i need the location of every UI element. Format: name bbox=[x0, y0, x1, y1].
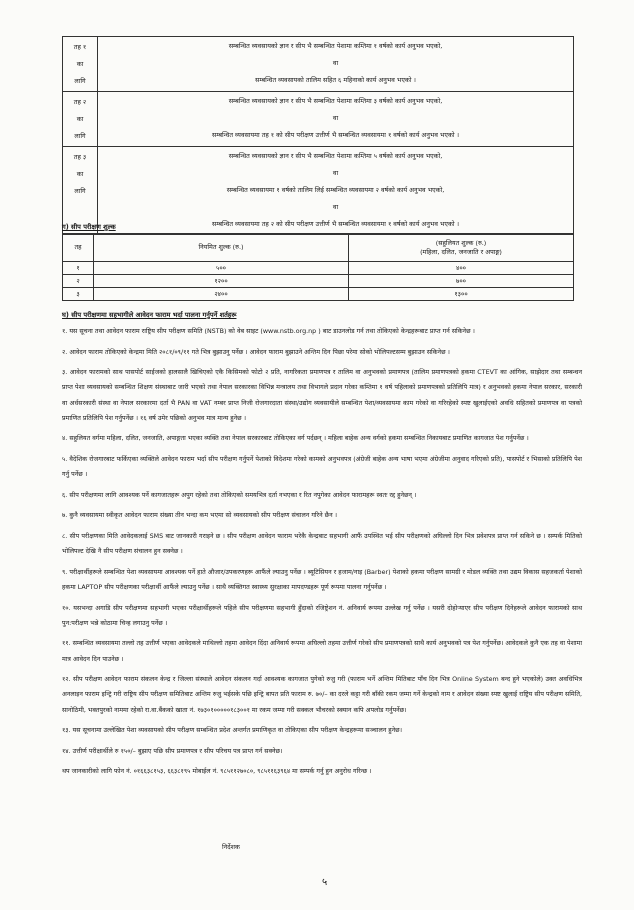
level-label-line: लागि bbox=[74, 132, 86, 140]
instruction-paragraph: ४. सहुलियत वर्गमा महिला, दलित, जनजाति, अपाङ्गता भएका व्यक्ति तथा नेपाल सरकारबाट तोकिएका वर्ग पर्दछन् । महिला बाहेक अन्य वर्गको हकमा सम्बन्धित निकायबाट प्रमाणित कागजात पेश गर्नुपर्नेछ । bbox=[62, 435, 529, 443]
level-label-line: तह २ bbox=[73, 98, 87, 106]
level-requirements-table bbox=[62, 36, 574, 235]
instruction-paragraph: १३. यस सूचनामा उल्लेखित पेशा व्यवसायको सीप परीक्षण सम्बन्धित प्रदेश अन्तर्गत प्रमाणिकृत वा तोकिएका सीप परीक्षण केन्द्रहरूमा सञ्चालन हुनेछ। bbox=[62, 727, 403, 735]
requirement-line: सम्बन्धित व्यवसायमा तह २ को सीप परीक्षण उत्तीर्ण भै सम्बन्धित व्यवसायमा १ वर्षको कार्य अनुभव भएको । bbox=[211, 220, 459, 228]
requirement-line: वा bbox=[332, 59, 339, 67]
level-requirement bbox=[98, 37, 574, 92]
instruction-paragraph: ७. कुनै व्यवसायमा स्वीकृत आवेदन फाराम संख्या तीन भन्दा कम भएमा सो व्यवसायको सीप परीक्षण संचालन गरिने छैन । bbox=[62, 512, 338, 520]
fee-row bbox=[63, 288, 574, 301]
instruction-paragraph: ८. सीप परीक्षणका मिति आवेदकलाई SMS बाट जानकारी गराइने छ । सीप परीक्षण आवेदन फाराम भरेकै केन्द्रबाट सहभागी आफैं उपस्थित भई सीप परीक्षणको अघिल्लो दिन भित्र प्रवेशपत्र प्राप्त गर्न सकिने छ । सम्पर्क मितिको भोलिपल्ट देखि नै सीप परीक्षण संचालन हुन सक्नेछ । bbox=[62, 532, 582, 556]
level-label-line: का bbox=[76, 170, 84, 178]
level-label bbox=[63, 37, 98, 92]
requirement-line: वा bbox=[332, 114, 339, 122]
requirement-line: सम्बन्धित व्यवसायको तालिम सहित ६ महिनाको कार्य अनुभव भएको । bbox=[255, 76, 416, 84]
fee-regular: ५०० bbox=[94, 262, 349, 275]
fee-header-concession-line1: (सहुलियत शुल्क (रु.) bbox=[435, 239, 487, 248]
signer-title: निर्देशक bbox=[222, 843, 240, 851]
instruction-paragraph: १. यस सूचना तथा आवेदन फाराम राष्ट्रिय सीप परीक्षण समिति (NSTB) को वेब साइट (www.nstb.org.np ) बाट डाउनलोड गर्न तथा तोकिएको केन्द्रहरूबाट प्राप्त गर्न सकिनेछ । bbox=[62, 328, 475, 335]
level-label bbox=[63, 92, 98, 147]
requirement-line: वा bbox=[332, 203, 339, 211]
fee-row bbox=[63, 275, 574, 288]
instruction-paragraph: ११. सम्बन्धित व्यवसायमा तल्लो तह उत्तीर्ण भएका आवेदकले माथिल्लो तहमा आवेदन दिंदा अनिवार्य रूपमा अघिल्लो तहमा उत्तीर्ण गरेको सीप प्रमाणपत्रको साथै कार्य अनुभवको पत्र पेश गर्नुपर्नेछ। आवेदकले कुनै एक तह वा पेशामा मात्र आवेदन दिन पाउनेछ । bbox=[62, 640, 582, 663]
fee-regular: २४०० bbox=[94, 288, 349, 301]
requirement-line: वा bbox=[332, 169, 339, 177]
instruction-paragraph: ३. आवेदन फारामको साथ पासपोर्ट साईजको हालसालै खिचिएको एकै किसिमको फोटो २ प्रति, नागरिकता प्रमाणपत्र र तालिम वा अनुभवको प्रमाणपत्र (तालिम प्रमाणपत्रको हकमा CTEVT का आंगिक, साझेदार तथा सम्बन्धन प्राप्त पेशा व्यवसायको सम्बन्धित शिक्षण संस्थाबाट जारी भएको तथा नेपाल सरकारका विभिन्न मन्त्रालय तथा विभागले प्रदान गरेका कम्तिमा १ वर्ष पहिलाको प्रमाणपत्रको प्रतिलिपि मात्र) र अनुभवको हकमा नेपाल सरकार, सरकारी वा अर्धसरकारी संस्था वा नेपाल सरकारमा दर्ता भै PAN वा VAT नम्बर प्राप्त निजी रोजगारदाता संस्था/उद्योग व्यवसायीले सम्बन्धित पेशा/व्यवसायमा काम गरेको वा गरिरहेको स्पष्ट खुलाईएको अवधि सहितको प्रमाणपत्र वा पत्रको प्रमाणित प्रतिलिपि पेश गर्नुपर्नेछ । १६ वर्ष उमेर पछिको अनुभव मात्र मान्य हुनेछ । bbox=[62, 369, 582, 422]
fee-concession: ४०० bbox=[349, 262, 574, 275]
instruction-paragraph: थप जानकारीको लागि फोन नं. ०१६६३८१५३, ६६३८१९५ मोबाईल नं. ९८५११२७०८०, ९८५११६३९६४ मा सम्पर्क गर्नु हुन अनुरोध गरिन्छ । bbox=[62, 768, 372, 776]
level-label-line: लागि bbox=[74, 77, 86, 85]
fee-concession: ७०० bbox=[349, 275, 574, 288]
fee-table-header bbox=[63, 234, 574, 262]
fee-header-concession-line2: (महिला, दलित, जनजाति र अपाङ्ग) bbox=[420, 247, 502, 256]
level-label-line: तह ३ bbox=[73, 153, 87, 161]
instruction-paragraph: ५. वैदेशिक रोजगारबाट फर्किएका व्यक्तिले आवेदन फाराम भर्दा सीप परीक्षण गर्नुपर्ने पेशाको विदेशमा गरेको कामको अनुभवपत्र (अंग्रेजी बाहेक अन्य भाषा भएमा अंग्रेजीमा अनुवाद गरिएको प्रति), पासपोर्ट र भिसाको प्रतिलिपि पेश गर्नु पर्नेछ । bbox=[62, 455, 582, 479]
instructions-heading: घ) सीप परीक्षणमा सहभागीले आवेदन फाराम भर्दा पालना गर्नुपर्ने शर्तहरू bbox=[62, 311, 237, 319]
fee-concession: १३०० bbox=[349, 288, 574, 301]
instruction-paragraph: ६. सीप परीक्षणमा लागि आवश्यक पर्ने कागजातहरू अपुग रहेको तथा तोकिएको समयभित्र दर्ता नभएका र रित नपुगेका आवेदन फारामहरू स्वतः रद्द हुनेछन् । bbox=[62, 491, 417, 499]
level-label-line: का bbox=[76, 60, 84, 68]
requirement-line: सम्बन्धित व्यवसायमा तह १ को सीप परीक्षण उत्तीर्ण भै सम्बन्धित व्यवसायमा १ वर्षको कार्य अनुभव भएको । bbox=[211, 131, 459, 139]
level-row bbox=[63, 147, 574, 235]
requirement-line: सम्बन्धित व्यवसायको ज्ञान र सीप भै सम्बन्धित पेशामा कम्तिमा १ वर्षको कार्य अनुभव भएको, bbox=[228, 42, 443, 50]
level-label-line: का bbox=[76, 115, 84, 123]
instruction-paragraph: २. आवेदन फाराम तोकिएको केन्द्रमा मिति २०८१/०९/११ गते भित्र बुझाउनु पर्नेछ । आवेदन फाराम बुझाउने अन्तिम दिन पिछा परेमा सोको भोलिपल्टसम्म बुझाउन सकिनेछ । bbox=[62, 348, 450, 356]
instruction-paragraph: १०. यसभन्दा अगाडि सीप परीक्षणमा सहभागी भएका परीक्षार्थीहरूले पहिले सीप परीक्षणमा सहभागी हुँदाको रजिष्ट्रेशन नं. अनिवार्य रूपमा उल्लेख गर्नु पर्नेछ । यसरी दोहोऱ्याएर सीप परीक्षण दिनेहरूले आवेदन फारामको साथ पुन:परीक्षण भन्ने कोठामा चिन्ह लगाउनु पर्नेछ । bbox=[62, 604, 582, 627]
requirement-line: सम्बन्धित व्यवसायमा १ वर्षको तालिम लिई सम्बन्धित व्यवसायमा २ वर्षको कार्य अनुभव भएको, bbox=[226, 186, 445, 194]
fee-level: १ bbox=[63, 262, 94, 275]
fee-row bbox=[63, 262, 574, 275]
instruction-paragraph: १२. सीप परीक्षण आवेदन फाराम संकलन केन्द्र र जिल्ला संस्थाले आवेदन संकलन गर्दा आवश्यक कागजात पुगेको रुजु गरी (फाराम भर्ने अन्तिम मितिबाट पाँच दिन भित्र Online System बन्द हुने भएकोले) उक्त अवधिभित्र अनलाइन फाराम इन्ट्रि गरी राष्ट्रिय सीप परीक्षण समितिबाट अन्तिम रुजु भईसके पछि इन्ट्रि बापत प्रति फाराम रु. ७०/– का दरले कट्टा गरी बाँकी रकम जम्मा गर्ने केन्द्रको नाम र आवेदन संख्या स्पष्ट खुलाई राष्ट्रिय सीप परीक्षण समिति, सानोठिमी, भक्तपुरको नाममा रहेको रा.वा.बैंकको खाता नं. १७३०१०००००१८३००१ मा रकम जम्मा गरी सक्कल भौचरको स्क्यान कपि अपलोड गर्नुपर्नेछ। bbox=[62, 676, 582, 714]
level-row bbox=[63, 37, 574, 92]
fee-section-heading: ग) सीप परीक्षण शुल्क bbox=[62, 223, 116, 231]
level-row bbox=[63, 92, 574, 147]
requirement-line: सम्बन्धित व्यवसायको ज्ञान र सीप भै सम्बन्धित पेशामा कम्तिमा ३ वर्षको कार्य अनुभव भएको, bbox=[228, 97, 443, 105]
fee-header-level: तह bbox=[63, 234, 94, 262]
level-requirement bbox=[98, 147, 574, 235]
fee-level: २ bbox=[63, 275, 94, 288]
requirement-line: सम्बन्धित व्यवसायको ज्ञान र सीप भै सम्बन्धित पेशामा कम्तिमा ५ वर्षको कार्य अनुभव भएको, bbox=[228, 152, 443, 160]
level-label-line: लागि bbox=[74, 187, 86, 195]
fee-table bbox=[62, 233, 574, 301]
fee-level: ३ bbox=[63, 288, 94, 301]
level-requirement bbox=[98, 92, 574, 147]
instruction-paragraph: १४. उत्तीर्ण परीक्षार्थीले रु १५०/– बुझाए पछि सीप प्रमाणपत्र र सीप परिचय पत्र प्राप्त गर्न सक्नेछ। bbox=[62, 747, 283, 755]
fee-regular: १२०० bbox=[94, 275, 349, 288]
fee-header-concession bbox=[349, 234, 574, 262]
level-label-line: तह १ bbox=[73, 43, 87, 51]
instructions-body bbox=[62, 324, 582, 785]
page-number: ५ bbox=[322, 877, 328, 888]
instruction-paragraph: ९. परीक्षार्थीहरूले सम्बन्धित पेशा व्यवसायमा आवश्यक पर्ने हाते औजार/उपकरणहरू आफैंले ल्याउनु पर्नेछ । ब्यूटिसियन र हजाम/नाइ (Barber) पेशाको हकमा परीक्षण सामग्री र मोडल व्यक्ति तथा उद्यम विकास सहजकर्ता पेशाको हकमा LAPTOP सीप परीक्षणका परीक्षार्थी आफैंले ल्याउनु पर्नेछ । साथै व्यक्तिगत स्वास्थ्य सुरक्षाका मापदण्डहरू पूर्ण रूपमा पालना गर्नुपर्नेछ । bbox=[62, 568, 582, 591]
fee-header-regular: नियमित शुल्क (रु.) bbox=[94, 234, 349, 262]
